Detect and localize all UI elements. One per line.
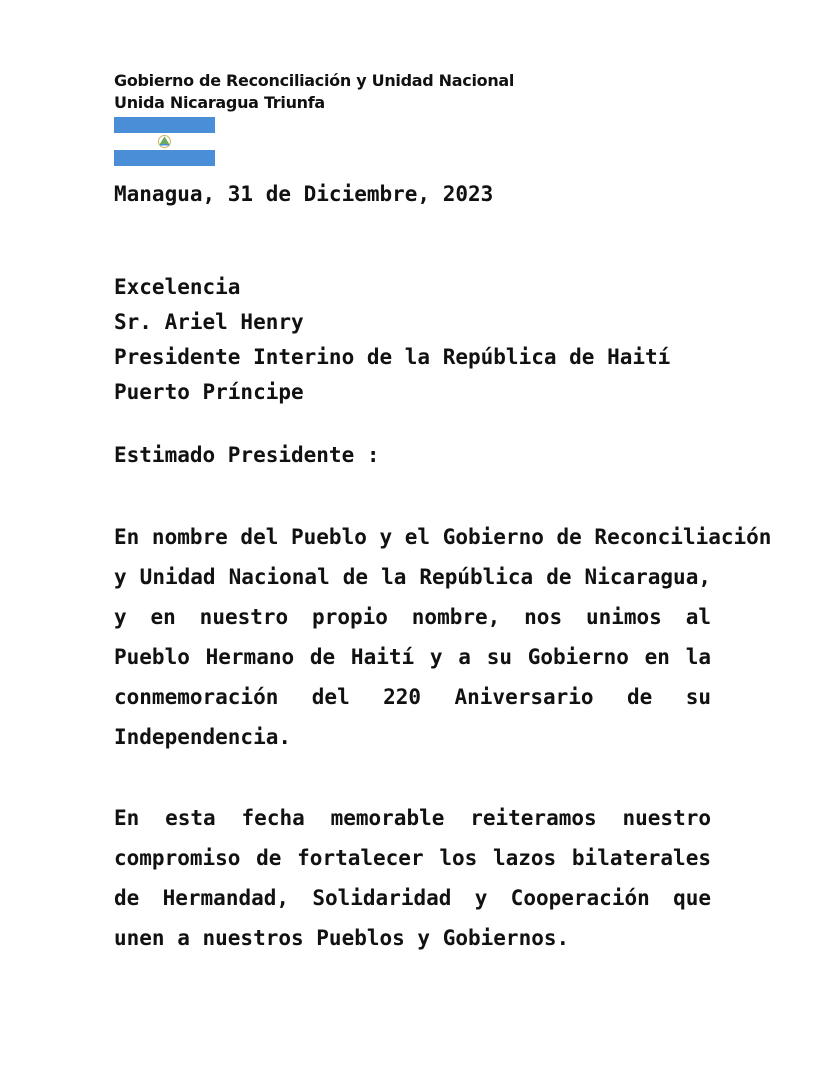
paragraph-line: de Hermandad, Solidaridad y Cooperación que	[114, 886, 711, 910]
recipient-block	[114, 270, 670, 410]
recipient-city: Puerto Príncipe	[114, 380, 304, 404]
letterhead	[114, 70, 514, 114]
letterhead-government-name: Gobierno de Reconciliación y Unidad Nacional	[114, 71, 515, 90]
paragraph-line: conmemoración del 220 Aniversario de su	[114, 685, 711, 709]
flag-top-stripe	[114, 117, 215, 133]
letter-date: Managua, 31 de Diciembre, 2023	[114, 182, 494, 206]
body-paragraph-2	[114, 798, 711, 958]
paragraph-line: unen a nuestros Pueblos y Gobiernos.	[114, 926, 570, 950]
nicaragua-flag-icon	[114, 117, 215, 166]
salutation: Estimado Presidente :	[114, 443, 380, 467]
paragraph-line: Pueblo Hermano de Haití y a su Gobierno en la	[114, 645, 711, 669]
paragraph-line: y en nuestro propio nombre, nos unimos al	[114, 605, 711, 629]
paragraph-line: En nombre del Pueblo y el Gobierno de Reconciliación	[114, 525, 772, 549]
paragraph-line: Independencia.	[114, 725, 292, 749]
body-paragraph-1	[114, 517, 772, 757]
letterhead-slogan: Unida Nicaragua Triunfa	[114, 93, 325, 112]
flag-bottom-stripe	[114, 150, 215, 166]
paragraph-line: En esta fecha memorable reiteramos nuestro	[114, 806, 711, 830]
paragraph-line: y Unidad Nacional de la República de Nicaragua,	[114, 565, 711, 589]
recipient-honorific: Excelencia	[114, 275, 241, 299]
recipient-title: Presidente Interino de la República de Haití	[114, 345, 671, 369]
paragraph-line: compromiso de fortalecer los lazos bilaterales	[114, 846, 711, 870]
recipient-name: Sr. Ariel Henry	[114, 310, 304, 334]
